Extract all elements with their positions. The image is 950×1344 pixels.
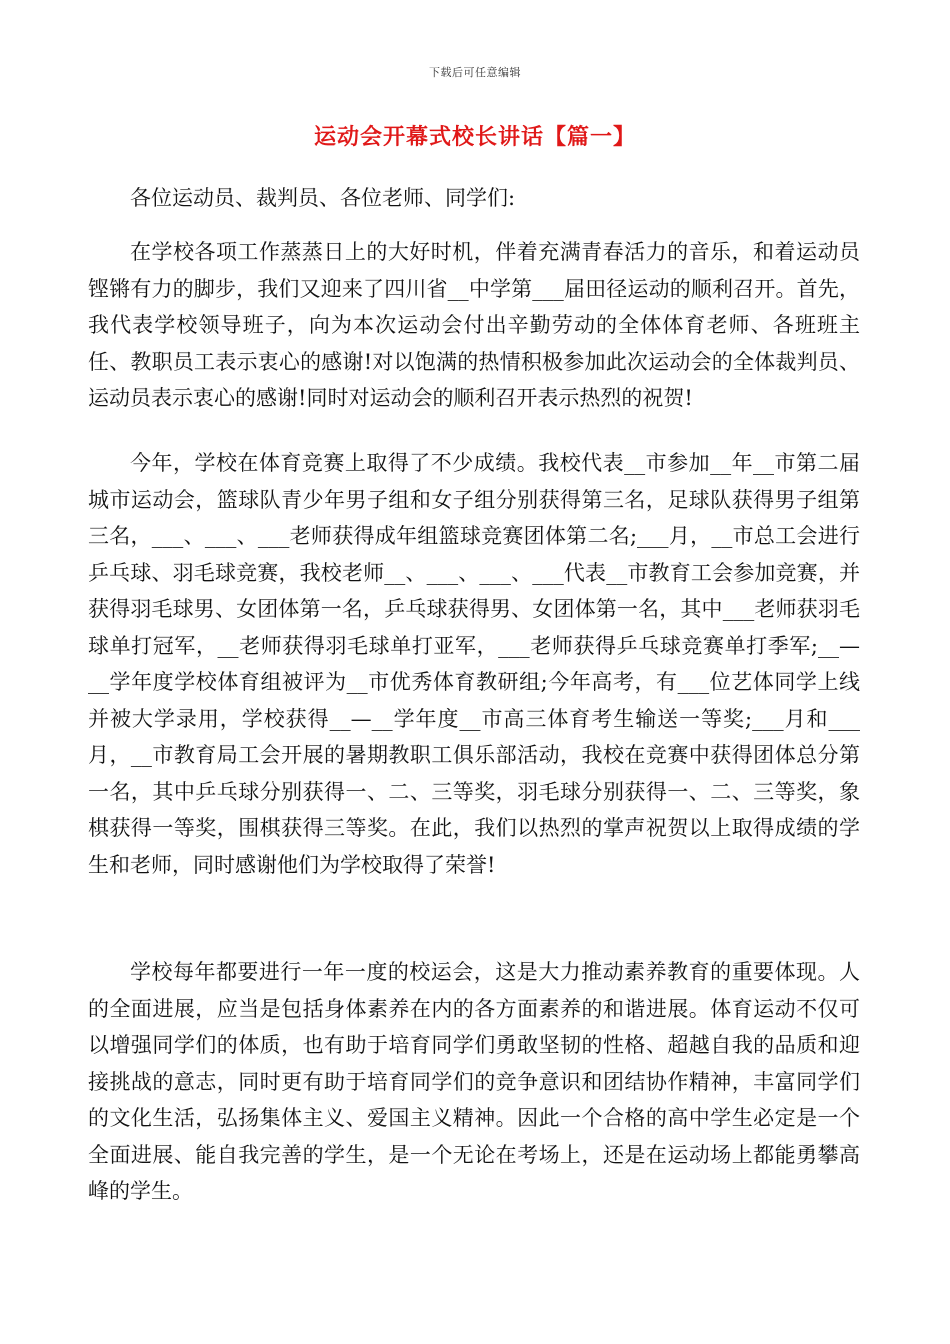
document-title: 运动会开幕式校长讲话【篇一】 <box>313 124 636 150</box>
paragraph-text: 学校每年都要进行一年一度的校运会，这是大力推动素养教育的重要体现。人的全面进展，应当是包括身体素养在内的各方面素养的和谐进展。体育运动不仅可以增强同学们的体质，也有助于培育同学们勇敢坚韧的性格、超越自我的品质和迎接挑战的意志，同时更有助于培育同学们的竞争意识和团结协作精神，丰富同学们的文化生活，弘扬集体主义、爱国主义精神。因此一个合格的高中学生必定是一个全面进展、能自我完善的学生，是一个无论在考场上，还是在运动场上都能勇攀高峰的学生。 <box>88 960 860 1203</box>
header-note: 下载后可任意编辑 <box>429 66 521 79</box>
education-paragraph <box>88 954 860 1210</box>
greeting-paragraph <box>88 180 860 217</box>
opening-paragraph <box>88 234 860 417</box>
paragraph-text: 在学校各项工作蒸蒸日上的大好时机，伴着充满青春活力的音乐，和着运动员铿锵有力的脚步，我们又迎来了四川省__中学第___届田径运动的顺利召开。首先，我代表学校领导班子，向为本次运动会付出辛勤劳动的全体体育老师、各班班主任、教职员工表示衷心的感谢!对以饱满的热情积极参加此次运动会的全体裁判员、运动员表示衷心的感谢!同时对运动会的顺利召开表示热烈的祝贺! <box>88 240 860 410</box>
achievements-paragraph <box>88 445 860 883</box>
paragraph-text: 今年，学校在体育竞赛上取得了不少成绩。我校代表__市参加__年__市第二届城市运动会，篮球队青少年男子组和女子组分别获得第三名，足球队获得男子组第三名，___、___、___老师获得成年组篮球竞赛团体第二名;___月，__市总工会进行乒乓球、羽毛球竞赛，我校老师__、___、___、___代表__市教育工会参加竞赛，并获得羽毛球男、女团体第一名，乒乓球获得男、女团体第一名，其中___老师获羽毛球单打冠军，__老师获得羽毛球单打亚军，___老师获得乒乓球竞赛单打季军;__—__学年度学校体育组被评为__市优秀体育教研组;今年高考，有___位艺体同学上线并被大学录用，学校获得__—__学年度__市高三体育考生输送一等奖;___月和___月，__市教育局工会开展的暑期教职工俱乐部活动，我校在竞赛中获得团体总分第一名，其中乒乓球分别获得一、二、三等奖，羽毛球分别获得一、二、三等奖，象棋获得一等奖，围棋获得三等奖。在此，我们以热烈的掌声祝贺以上取得成绩的学生和老师，同时感谢他们为学校取得了荣誉! <box>88 451 860 877</box>
paragraph-text: 各位运动员、裁判员、各位老师、同学们: <box>130 186 516 210</box>
